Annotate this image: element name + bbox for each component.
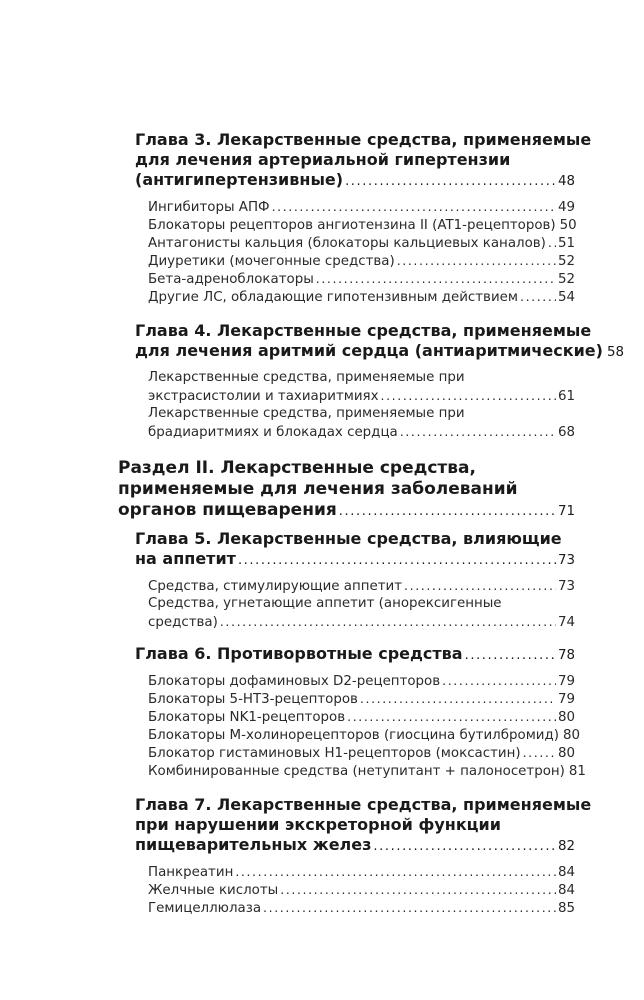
toc-entry[interactable]	[148, 270, 575, 288]
entry-label: Другие ЛС, обладающие гипотензивным действием	[148, 290, 518, 305]
chapter-title: Глава 5. Лекарственные средства, влияющие	[135, 529, 562, 548]
toc-entry-chapter-7[interactable]	[135, 836, 575, 856]
entry-label: Блокаторы NK1-рецепторов	[148, 710, 346, 725]
dot-leader	[442, 672, 556, 689]
section-title: органов пищеварения	[118, 500, 337, 520]
page-number: 52	[557, 254, 575, 269]
page-number: 49	[557, 200, 575, 215]
chapter-title: для лечения артериальной гипертензии	[135, 150, 511, 169]
page-number: 48	[557, 174, 575, 189]
entry-label: Блокатор гистаминовых Н1-рецепторов (моксастин)	[148, 746, 521, 761]
dot-leader	[220, 613, 556, 630]
dot-leader	[360, 690, 556, 707]
toc-entry[interactable]	[148, 899, 575, 917]
page-number: 52	[557, 272, 575, 287]
entry-label: Бета-адреноблокаторы	[148, 272, 314, 287]
toc-entry-section-2[interactable]	[118, 501, 575, 521]
toc-entry[interactable]	[148, 863, 575, 881]
entry-label: Средства, угнетающие аппетит (анорексигенные	[148, 596, 502, 611]
toc-entry[interactable]	[148, 577, 575, 595]
dot-leader	[280, 881, 556, 898]
toc-entry[interactable]	[148, 762, 586, 780]
toc-entry[interactable]	[148, 423, 575, 441]
dot-leader	[347, 708, 556, 725]
entry-label: средства)	[148, 615, 218, 630]
dot-leader	[548, 234, 556, 251]
dot-leader	[263, 899, 556, 916]
toc-entry-chapter-4[interactable]	[135, 341, 625, 362]
toc-entry[interactable]	[148, 708, 575, 726]
entry-label: Антагонисты кальция (блокаторы кальциевых каналов)	[148, 236, 546, 251]
entry-label: Средства, стимулирующие аппетит	[148, 579, 403, 594]
entry-label: Блокаторы 5-HT3-рецепторов	[148, 692, 358, 707]
page-number: 82	[557, 839, 575, 854]
chapter-title: Глава 7. Лекарственные средства, применяемые	[135, 795, 592, 814]
entry-label: Панкреатин	[148, 865, 234, 880]
page-number: 61	[557, 389, 575, 404]
entry-label: экстрасистолии и тахиаритмиях	[148, 389, 379, 404]
page-number: 79	[557, 674, 575, 689]
page-number: 73	[557, 579, 575, 594]
page-number: 73	[557, 553, 575, 568]
page-number: 68	[557, 425, 575, 440]
chapter-title: при нарушении экскреторной функции	[135, 815, 501, 834]
entry-label: Блокаторы дофаминовых D2-рецепторов	[148, 674, 441, 689]
page-number: 84	[557, 865, 575, 880]
page-number: 58	[606, 345, 625, 360]
page-number: 80	[562, 728, 581, 743]
page-number: 51	[557, 236, 575, 251]
dot-leader	[238, 552, 556, 570]
toc-entry[interactable]	[148, 216, 575, 234]
entry-label: Лекарственные средства, применяемые при	[148, 370, 465, 385]
page-number: 54	[557, 290, 575, 305]
chapter-title: на аппетит	[135, 549, 236, 568]
section-title: Раздел II. Лекарственные средства,	[118, 458, 476, 478]
entry-label: Диуретики (мочегонные средства)	[148, 254, 395, 269]
dot-leader	[523, 744, 556, 761]
page-number: 74	[557, 615, 575, 630]
dot-leader	[397, 252, 556, 269]
dot-leader	[316, 270, 556, 287]
dot-leader	[339, 502, 556, 521]
entry-label: Желчные кислоты	[148, 883, 279, 898]
page-number: 79	[557, 692, 575, 707]
toc-entry[interactable]	[148, 198, 575, 216]
chapter-title: Глава 4. Лекарственные средства, применяемые	[135, 321, 592, 340]
toc-entry[interactable]	[148, 672, 575, 690]
toc-entry[interactable]	[148, 252, 575, 270]
section-title: применяемые для лечения заболеваний	[118, 479, 518, 499]
page-number: 50	[559, 218, 577, 233]
toc-entry[interactable]	[148, 726, 581, 744]
dot-leader	[400, 423, 556, 440]
page-number: 78	[557, 648, 575, 663]
chapter-title: (антигипертензивные)	[135, 170, 344, 189]
dot-leader	[345, 173, 556, 191]
chapter-title: для лечения аритмий сердца (антиаритмические)	[135, 341, 603, 360]
toc-entry[interactable]	[148, 744, 575, 762]
entry-label: Лекарственные средства, применяемые при	[148, 406, 465, 421]
dot-leader	[373, 838, 556, 856]
entry-label: Блокаторы М-холинорецепторов (гиосцина бутилбромид)	[148, 728, 559, 743]
toc-entry[interactable]	[148, 613, 575, 631]
page-number: 71	[557, 504, 575, 519]
page-number: 85	[557, 901, 575, 916]
dot-leader	[520, 288, 556, 305]
toc-entry[interactable]	[148, 234, 575, 252]
toc-entry[interactable]	[148, 690, 575, 708]
dot-leader	[465, 647, 556, 665]
toc-entry[interactable]	[148, 387, 575, 405]
entry-label: Блокаторы рецепторов ангиотензина II (AT1-рецепторов)	[148, 218, 556, 233]
dot-leader	[272, 198, 556, 215]
entry-label: брадиаритмиях и блокадах сердца	[148, 425, 398, 440]
entry-label: Ингибиторы АПФ	[148, 200, 270, 215]
toc-entry-chapter-6[interactable]	[135, 645, 575, 665]
toc-entry-chapter-5[interactable]	[135, 550, 575, 570]
entry-label: Комбинированные средства (нетупитант + палоносетрон)	[148, 764, 565, 779]
chapter-title: пищеварительных желез	[135, 835, 372, 854]
chapter-title: Глава 3. Лекарственные средства, применяемые	[135, 130, 592, 149]
page-number: 80	[557, 710, 575, 725]
chapter-title: Глава 6. Противорвотные средства	[135, 644, 463, 663]
page-number: 80	[557, 746, 575, 761]
toc-entry[interactable]	[148, 288, 575, 306]
dot-leader	[235, 863, 556, 880]
toc-entry-chapter-3[interactable]	[135, 171, 575, 191]
dot-leader	[381, 387, 556, 404]
entry-label: Гемицеллюлаза	[148, 901, 262, 916]
page-number: 84	[557, 883, 575, 898]
dot-leader	[404, 577, 556, 594]
toc-entry[interactable]	[148, 881, 575, 899]
page-number: 81	[568, 764, 586, 779]
